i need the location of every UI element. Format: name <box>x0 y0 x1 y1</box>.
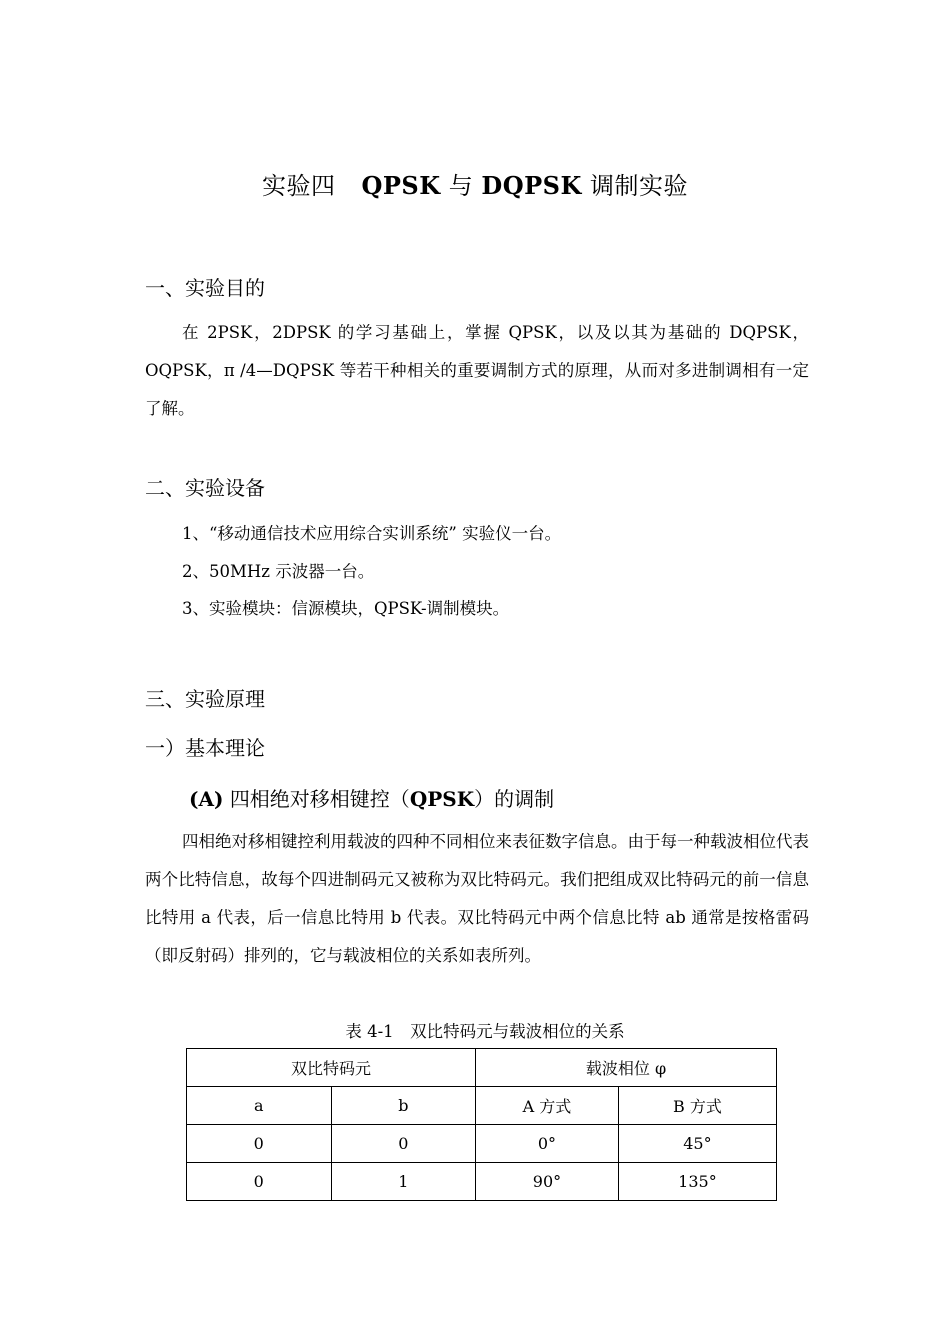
subsub-bold: QPSK <box>409 787 475 811</box>
group-header-dibit: 双比特码元 <box>187 1049 476 1087</box>
principle-paragraph: 四相绝对移相键控利用载波的四种不同相位来表征数字信息。由于每一种载波相位代表两个比特信息，故每个四进制码元又被称为双比特码元。我们把组成双比特码元的前一信息比特用 a 代表，后一信息比特用 b 代表。双比特码元中两个信息比特 ab 通常是按格雷码（即反射码）排列的，它与载波相位的关系如表所列。 <box>145 832 809 965</box>
equipment-item-2: 2、50MHz 示波器一台。 <box>182 562 375 581</box>
table-cell: 90° <box>476 1163 619 1201</box>
table-column-header-row <box>187 1087 777 1125</box>
table-cell: 0 <box>187 1125 332 1163</box>
title-mid: 与 <box>448 172 474 200</box>
section-heading-purpose: 一、实验目的 <box>145 276 265 300</box>
title-dqpsk: DQPSK <box>481 171 582 200</box>
subsubsection-heading-qpsk <box>189 783 554 812</box>
table-cell: 1 <box>331 1163 476 1201</box>
equipment-item-1: 1、“移动通信技术应用综合实训系统” 实验仪一台。 <box>182 524 562 543</box>
col-header-a: a <box>187 1087 332 1125</box>
subsub-text-a: 四相绝对移相键控（ <box>229 787 410 811</box>
table-cell: 0 <box>331 1125 476 1163</box>
col-header-mode-a: A 方式 <box>476 1087 619 1125</box>
section-heading-principle: 三、实验原理 <box>145 687 265 711</box>
dibit-phase-table <box>186 1048 777 1201</box>
subsection-heading-theory: 一）基本理论 <box>145 736 265 760</box>
subsub-text-b: ）的调制 <box>474 787 555 811</box>
table-group-header-row <box>187 1049 777 1087</box>
col-header-mode-b: B 方式 <box>618 1087 776 1125</box>
table-cell: 135° <box>618 1163 776 1201</box>
col-header-b: b <box>331 1087 476 1125</box>
table-cell: 0° <box>476 1125 619 1163</box>
purpose-paragraph: 在 2PSK，2DPSK 的学习基础上，掌握 QPSK，以及以其为基础的 DQPSK，OQPSK，π /4—DQPSK 等若干种相关的重要调制方式的原理，从而对多进制调相有一定了解。 <box>145 323 809 418</box>
title-suffix: 调制实验 <box>590 172 689 200</box>
title-prefix: 实验四 <box>261 172 336 200</box>
page-title <box>0 166 950 201</box>
section-heading-equipment: 二、实验设备 <box>145 476 265 500</box>
table-row <box>187 1163 777 1201</box>
title-qpsk: QPSK <box>361 171 441 200</box>
table-caption: 表 4-1 双比特码元与载波相位的关系 <box>345 1022 625 1041</box>
table-row <box>187 1125 777 1163</box>
table-cell: 45° <box>618 1125 776 1163</box>
table-cell: 0 <box>187 1163 332 1201</box>
equipment-item-3: 3、实验模块：信源模块，QPSK-调制模块。 <box>182 599 510 618</box>
subsub-label: (A) <box>189 787 224 811</box>
group-header-phase: 载波相位 φ <box>476 1049 777 1087</box>
